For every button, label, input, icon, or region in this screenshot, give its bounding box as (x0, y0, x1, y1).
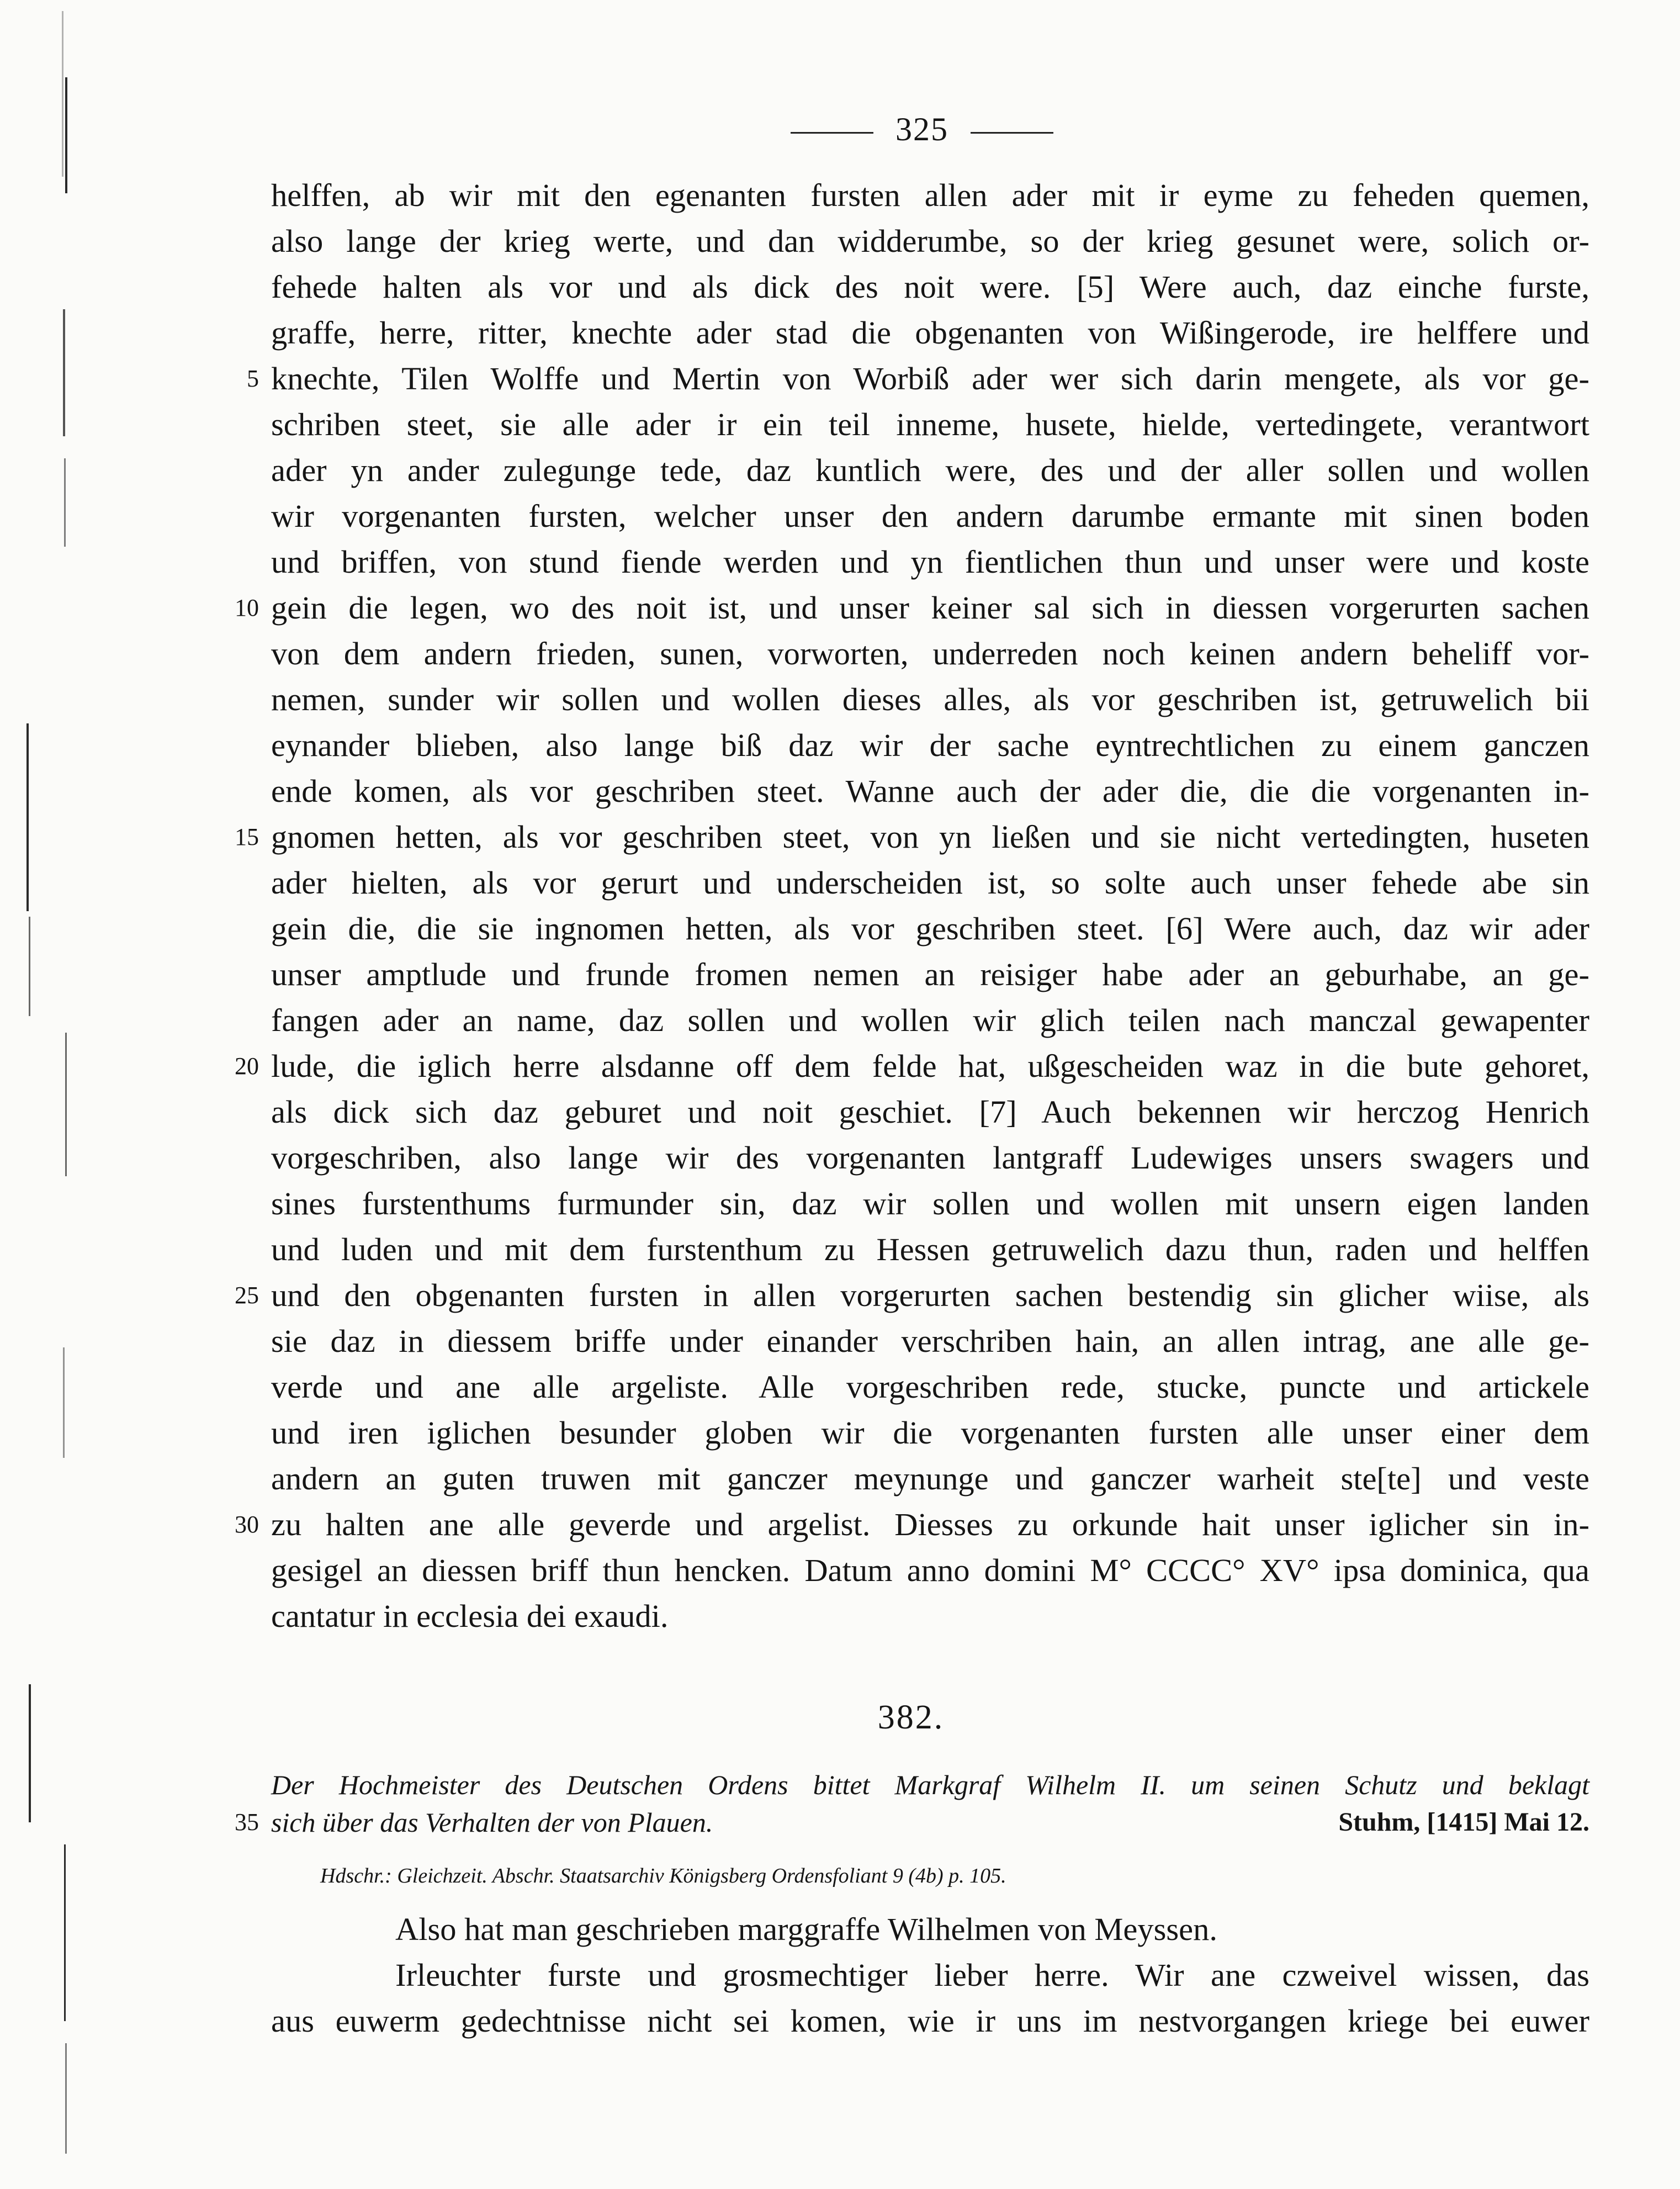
line-number: 35 (235, 1809, 259, 1836)
text-line (271, 860, 1589, 906)
text-line-content: und iren iglichen besunder globen wir die vorgenanten fursten alle unser einer dem (271, 1415, 1589, 1451)
text-line-content: andern an guten truwen mit ganczer meynunge und ganczer warheit ste[te] und veste (271, 1461, 1589, 1497)
text-line-content: nemen, sunder wir sollen und wollen dieses alles, als vor geschriben ist, getruwelich bii (271, 681, 1589, 717)
text-line (271, 310, 1589, 356)
regest-line (235, 1804, 1589, 1841)
text-line-content: vorgeschriben, also lange wir des vorgenanten lantgraff Ludewiges unsers swagers und (271, 1140, 1589, 1176)
text-line (271, 1089, 1589, 1135)
text-line-content: sie daz in diessem briffe under einander verschriben hain, an allen intrag, ane alle ge- (271, 1323, 1589, 1359)
text-line-content: und luden und mit dem furstenthum zu Hessen getruwelich dazu thun, raden und helffen (271, 1231, 1589, 1267)
text-line-content: ader hielten, als vor gerurt und underscheiden ist, so solte auch unser fehede abe sin (271, 865, 1589, 901)
text-line (271, 447, 1589, 493)
header-rule-left (791, 132, 873, 134)
text-line-content: unser amptlude und frunde fromen nemen an reisiger habe ader an geburhabe, an ge- (271, 956, 1589, 992)
line-number: 5 (247, 365, 259, 392)
text-line-content: fehede halten als vor und als dick des noit were. [5] Were auch, daz einche furste, (271, 269, 1589, 305)
text-line (271, 768, 1589, 814)
text-line (271, 1364, 1589, 1410)
scan-edge-artifacts (0, 0, 77, 2189)
text-line-content: ende komen, als vor geschriben steet. Wanne auch der ader die, die die vorgenanten in- (271, 773, 1589, 809)
text-line (271, 493, 1589, 539)
text-line (235, 1501, 1589, 1547)
text-line-content: fangen ader an name, daz sollen und wollen wir glich teilen nach manczal gewapenter (271, 1002, 1589, 1038)
text-line (271, 1593, 1589, 1639)
text-line (271, 631, 1589, 676)
text-line (271, 1547, 1589, 1593)
text-line-content: helffen, ab wir mit den egenanten fursten allen ader mit ir eyme zu feheden quemen, (271, 177, 1589, 213)
text-line (247, 356, 1589, 401)
text-line (271, 1135, 1589, 1181)
text-line (235, 585, 1589, 631)
text-line (235, 1043, 1589, 1089)
text-line (235, 1272, 1589, 1318)
text-line-content: wir vorgenanten fursten, welcher unser den andern darumbe ermante mit sinen boden (271, 498, 1589, 534)
text-line (271, 172, 1589, 218)
letter-text (271, 1906, 1589, 2044)
regest-line: Der Hochmeister des Deutschen Ordens bittet Markgraf Wilhelm II. um seinen Schutz und beklagt (271, 1769, 1589, 1800)
line-number: 25 (235, 1282, 259, 1309)
regest (235, 1766, 1589, 1841)
text-line-content: cantatur in ecclesia dei exaudi. (271, 1598, 669, 1634)
text-line (271, 218, 1589, 264)
text-line-content: als dick sich daz geburet und noit geschiet. [7] Auch bekennen wir herczog Henrich (271, 1094, 1589, 1130)
text-line-content: gnomen hetten, als vor geschriben steet, von yn ließen und sie nicht vertedingten, huseten (271, 819, 1589, 855)
text-line (271, 997, 1589, 1043)
line-number: 15 (235, 823, 259, 850)
page-number: 325 (895, 111, 948, 147)
text-line (271, 1410, 1589, 1456)
text-line: aus euwerm gedechtnisse nicht sei komen, wie ir uns im nestvorgangen kriege bei euwer (271, 2003, 1589, 2039)
text-line-content: gein die legen, wo des noit ist, und unser keiner sal sich in diessen vorgerurten sachen (271, 590, 1589, 626)
text-line (271, 906, 1589, 951)
text-line (235, 814, 1589, 860)
text-line-content: lude, die iglich herre alsdanne off dem felde hat, ußgescheiden waz in die bute gehoret, (271, 1048, 1589, 1084)
text-line (271, 951, 1589, 997)
text-line-content: zu halten ane alle geverde und argelist. Diesses zu orkunde hait unser iglicher sin in- (271, 1506, 1589, 1542)
text-line-content: schriben steet, sie alle ader ir ein teil inneme, husete, hielde, vertedingete, verantwort (271, 406, 1589, 442)
text-line (271, 1456, 1589, 1501)
text-line-content: und briffen, von stund fiende werden und yn fientlichen thun und unser were und koste (271, 544, 1589, 580)
text-line-content: sines furstenthums furmunder sin, daz wir sollen und wollen mit unsern eigen landen (271, 1186, 1589, 1222)
text-line-content: graffe, herre, ritter, knechte ader stad die obgenanten von Wißingerode, ire helffere und (271, 315, 1589, 351)
text-line-content: eynander blieben, also lange biß daz wir der sache eyntrechtlichen zu einem ganczen (271, 727, 1589, 763)
text-line-content: und den obgenanten fursten in allen vorgerurten sachen bestendig sin glicher wiise, als (271, 1277, 1589, 1313)
text-line-content: ader yn ander zulegunge tede, daz kuntlich were, des und der aller sollen und wollen (271, 452, 1589, 488)
text-line-content: verde und ane alle argeliste. Alle vorgeschriben rede, stucke, puncte und artickele (271, 1369, 1589, 1405)
text-line-content: von dem andern frieden, sunen, vorworten, underreden noch keinen andern beheliff vor- (271, 636, 1589, 671)
page-header (767, 110, 1077, 149)
line-number: 30 (235, 1511, 259, 1538)
header-rule-right (971, 132, 1053, 134)
text-line-content: gesigel an diessen briff thun hencken. Datum anno domini M° CCCC° XV° ipsa dominica, qua (271, 1552, 1589, 1588)
text-line: Irleuchter furste und grosmechtiger lieber herre. Wir ane czweivel wissen, das (395, 1957, 1589, 1993)
text-line-content: gein die, die sie ingnomen hetten, als vor geschriben steet. [6] Were auch, daz wir ader (271, 911, 1589, 947)
text-line-content: knechte, Tilen Wolffe und Mertin von Worbiß ader wer sich darin mengete, als vor ge- (271, 361, 1589, 396)
source-note: Hdschr.: Gleichzeit. Abschr. Staatsarchiv Königsberg Ordensfoliant 9 (4b) p. 105. (320, 1864, 1006, 1887)
text-line (271, 539, 1589, 585)
line-number: 20 (235, 1053, 259, 1080)
text-line: Also hat man geschrieben marggraffe Wilhelmen von Meyssen. (395, 1911, 1218, 1947)
regest-line-text: sich über das Verhalten der von Plauen. (271, 1807, 713, 1838)
text-line (271, 722, 1589, 768)
text-line (271, 1226, 1589, 1272)
document-number: 382. (877, 1699, 945, 1736)
text-line (271, 1181, 1589, 1226)
line-number: 10 (235, 594, 259, 621)
text-line (271, 1318, 1589, 1364)
text-line-content: also lange der krieg werte, und dan widderumbe, so der krieg gesunet were, solich or- (271, 223, 1589, 259)
regest-date: Stuhm, [1415] Mai 12. (1338, 1807, 1589, 1837)
text-line (271, 401, 1589, 447)
text-line (271, 676, 1589, 722)
text-line (271, 264, 1589, 310)
main-text-body (235, 172, 1589, 1639)
